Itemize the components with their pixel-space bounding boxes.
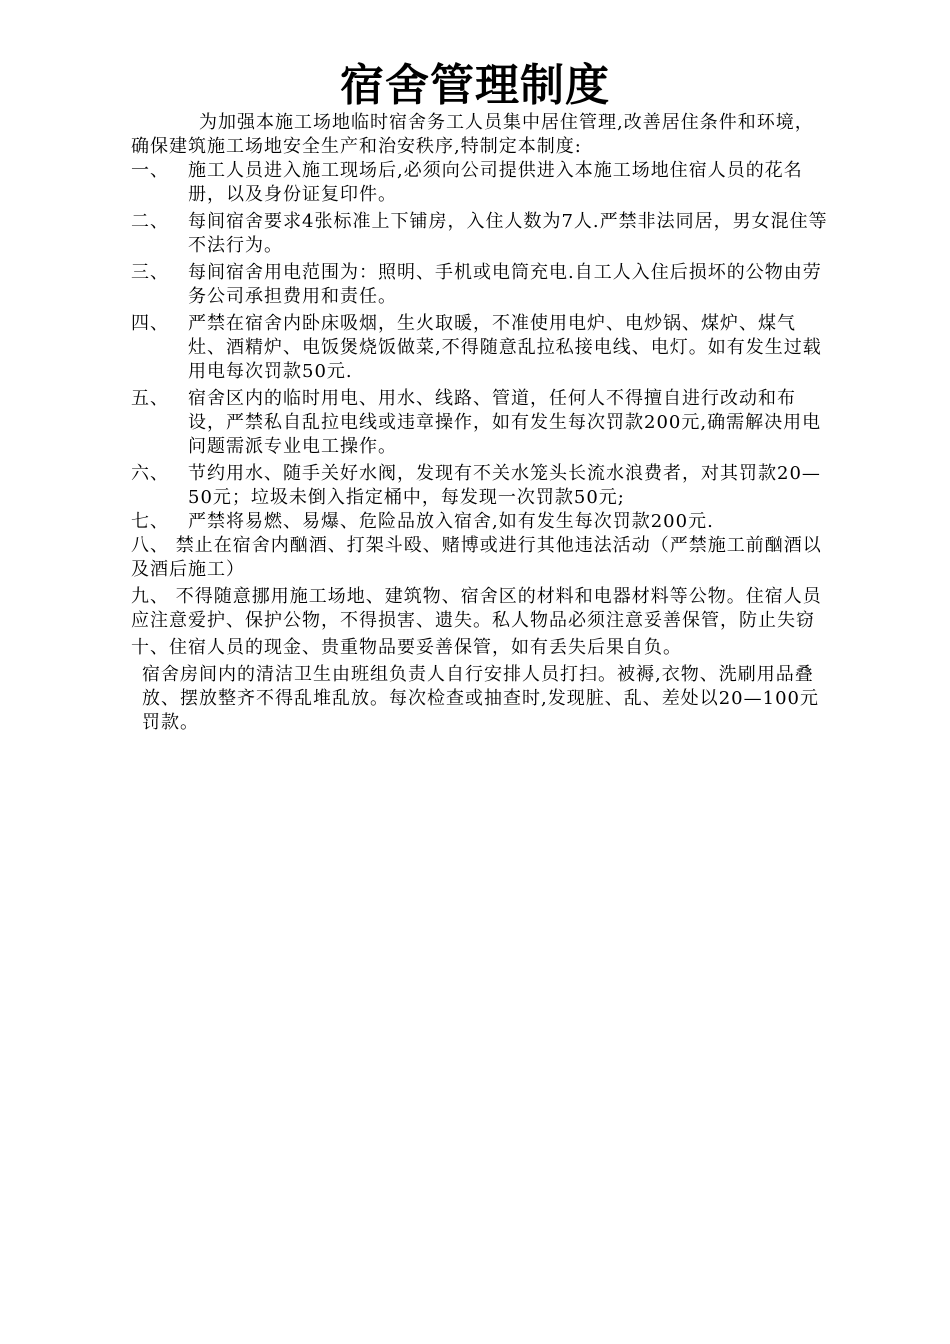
rule-item-8: 八、 禁止在宿舍内酗酒、打架斗殴、赌博或进行其他违法活动（严禁施工前酗酒以及酒后施工） (131, 535, 822, 580)
rule-item-6 (131, 462, 831, 510)
rule-item-7 (131, 510, 831, 534)
rule-text: 节约用水、随手关好水阀，发现有不关水笼头长流水浪费者，对其罚款20—50元；垃圾未倒入指定桶中，每发现一次罚款50元; (188, 463, 821, 508)
rule-text: 宿舍区内的临时用电、用水、线路、管道，任何人不得擅自进行改动和布设，严禁私自乱拉电线或违章操作，如有发生每次罚款200元,确需解决用电问题需派专业电工操作。 (188, 388, 822, 457)
rule-item-1 (131, 159, 831, 207)
rule-number: 三、 (131, 262, 169, 283)
rule-text: 严禁将易燃、易爆、危险品放入宿舍,如有发生每次罚款200元. (188, 511, 714, 532)
rule-number: 六、 (131, 463, 169, 484)
closing-paragraph: 宿舍房间内的清洁卫生由班组负责人自行安排人员打扫。被褥,衣物、洗刷用品叠放、摆放整齐不得乱堆乱放。每次检查或抽查时,发现脏、乱、差处以20—100元罚款。 (142, 664, 819, 733)
rule-number: 一、 (131, 160, 169, 181)
document-title: 宿舍管理制度 (340, 60, 610, 111)
rule-item-2 (131, 210, 831, 258)
rule-item-10: 十、住宿人员的现金、贵重物品要妥善保管，如有丢失后果自负。 (131, 637, 682, 658)
rule-number: 二、 (131, 211, 169, 232)
rule-text: 每间宿舍用电范围为：照明、手机或电筒充电.自工人入住后损坏的公物由劳务公司承担费用和责任。 (188, 262, 822, 307)
rule-item-9: 九、 不得随意挪用施工场地、建筑物、宿舍区的材料和电器材料等公物。住宿人员应注意爱护、保护公物，不得损害、遗失。私人物品必须注意妥善保管，防止失窃 (131, 586, 822, 631)
rule-item-4 (131, 312, 831, 384)
rule-item-5 (131, 387, 831, 459)
rule-number: 七、 (131, 511, 169, 532)
rule-text: 严禁在宿舍内卧床吸烟，生火取暖，不准使用电炉、电炒锅、煤炉、煤气灶、酒精炉、电饭煲烧饭做菜,不得随意乱拉私接电线、电灯。如有发生过载用电每次罚款50元. (188, 313, 822, 382)
document-body (131, 111, 831, 735)
rule-number: 五、 (131, 388, 169, 409)
intro-paragraph: 为加强本施工场地临时宿舍务工人员集中居住管理,改善居住条件和环境，确保建筑施工场地安全生产和治安秩序,特制定本制度: (131, 112, 814, 157)
rule-item-3 (131, 261, 831, 309)
rule-text: 每间宿舍要求4张标准上下铺房，入住人数为7人.严禁非法同居，男女混住等不法行为。 (188, 211, 828, 256)
rule-text: 施工人员进入施工现场后,必须向公司提供进入本施工场地住宿人员的花名册，以及身份证复印件。 (188, 160, 803, 205)
rule-number: 四、 (131, 313, 169, 334)
